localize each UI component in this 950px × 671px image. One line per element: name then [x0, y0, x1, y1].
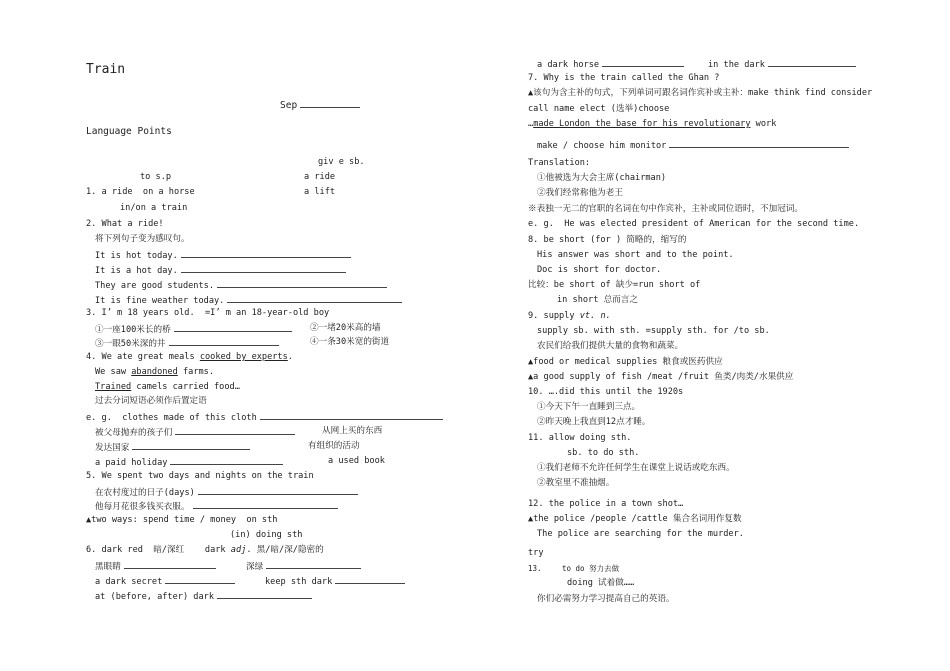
- answer-blank[interactable]: [181, 264, 346, 273]
- text-line: sb. to do sth.: [567, 448, 640, 458]
- text-line: to s.p: [140, 172, 172, 182]
- text-line: 7. Why is the train called the Ghan ?: [528, 73, 720, 83]
- text-line: 有组织的活动: [308, 441, 360, 451]
- text-line: ※表独一无二的官职的名词在句中作宾补，主补或同位语时，不加冠词。: [528, 204, 804, 214]
- text-line: 你们必需努力学习提高自己的英语。: [537, 594, 675, 604]
- text-line: ②我们经常称他为老王: [537, 188, 623, 198]
- exercise-line: make / choose him monitor: [537, 139, 849, 152]
- text-line: 5. We spent two days and nights on the train: [86, 471, 314, 481]
- exercise-line: e. g. clothes made of this cloth: [86, 411, 443, 424]
- text-line: We saw abandoned farms.: [95, 367, 215, 377]
- text-line: a used book: [328, 456, 385, 466]
- exercise-line: 黑眼睛: [95, 560, 216, 573]
- text-line: 1. a ride on a horse: [86, 187, 195, 197]
- answer-blank[interactable]: [193, 500, 338, 509]
- exercise-line: 发达国家: [95, 441, 250, 454]
- text-line: ①我们老师不允许任何学生在课堂上说话或吃东西。: [537, 463, 735, 473]
- answer-blank[interactable]: [217, 279, 387, 288]
- date-label: Sep: [280, 99, 360, 111]
- exercise-line: keep sth dark: [265, 575, 405, 588]
- text-line: 3. I’ m 18 years old. =I’ m an 18-year-old boy: [86, 308, 330, 318]
- answer-blank[interactable]: [266, 560, 361, 569]
- answer-blank[interactable]: [124, 560, 216, 569]
- exercise-line: It is a hot day.: [95, 264, 346, 277]
- answer-blank[interactable]: [217, 590, 312, 599]
- text-line: giv e sb.: [318, 157, 365, 167]
- text-line: ②教室里不准抽烟。: [537, 478, 615, 488]
- text-line: 农民们给我们提供大量的食物和蔬菜。: [537, 341, 684, 351]
- text-line: in/on a train: [120, 203, 188, 213]
- answer-blank[interactable]: [181, 249, 351, 258]
- answer-blank[interactable]: [170, 456, 283, 465]
- text-line: 2. What a ride!: [86, 219, 164, 229]
- text-line: Translation:: [528, 158, 591, 168]
- text-line: …made London the base for his revolutionary work: [528, 119, 777, 129]
- answer-blank[interactable]: [260, 411, 443, 420]
- exercise-line: It is hot today.: [95, 249, 351, 262]
- text-line: ④一条30米宽的街道: [310, 337, 390, 347]
- text-line: doing 试着做……: [567, 578, 635, 588]
- text-line: a lift: [304, 187, 336, 197]
- text-line: 11. allow doing sth.: [528, 433, 632, 443]
- exercise-line: 在农村度过的日子(days): [95, 486, 358, 499]
- text-line: 13.: [528, 564, 542, 573]
- text-line: e. g. He was elected president of American for the second time.: [528, 219, 860, 229]
- text-line: try: [528, 548, 544, 558]
- text-line: 过去分词短语必须作后置定语: [95, 396, 207, 406]
- text-line: His answer was short and to the point.: [537, 250, 734, 260]
- exercise-line: 被父母抛弃的孩子们: [95, 426, 295, 439]
- text-line: supply sb. with sth. =supply sth. for /to sb.: [537, 326, 770, 336]
- text-line: ▲a good supply of fish /meat /fruit 鱼类/肉类/水果供应: [528, 372, 794, 382]
- text-line: a ride: [304, 172, 336, 182]
- answer-blank[interactable]: [175, 426, 295, 435]
- exercise-line: ①一座100米长的桥: [95, 323, 292, 336]
- text-line: (in) doing sth: [230, 530, 303, 540]
- answer-blank[interactable]: [165, 575, 235, 584]
- text-line: ①今天下午一直睡到三点。: [537, 402, 641, 412]
- answer-blank[interactable]: [335, 575, 405, 584]
- exercise-line: a dark horse: [537, 58, 684, 71]
- answer-blank[interactable]: [227, 294, 402, 303]
- text-line: ▲该句为含主补的句式，下列单词可跟名词作宾补或主补：make think find consider: [528, 88, 873, 98]
- text-line: call name elect (选举)choose: [528, 104, 670, 114]
- exercise-line: a dark secret: [95, 575, 235, 588]
- text-line: ②一堵20米高的墙: [310, 323, 381, 333]
- text-line: ▲two ways: spend time / money on sth: [86, 515, 278, 525]
- answer-blank[interactable]: [768, 58, 856, 67]
- text-line: 6. dark red 暗/深红 dark adj. 黑/暗/深/隐密的: [86, 545, 324, 555]
- text-line: ②昨天晚上我直到12点才睡。: [537, 417, 651, 427]
- text-line: 比较：be short of 缺少=run short of: [528, 280, 701, 290]
- text-line: 4. We ate great meals cooked by experts.: [86, 352, 293, 362]
- text-line: 10. ….did this until the 1920s: [528, 387, 684, 397]
- exercise-line: ③一眼50米深的井: [95, 337, 279, 350]
- text-line: 9. supply vt. n.: [528, 311, 611, 321]
- document-title: Train: [86, 62, 126, 77]
- answer-blank[interactable]: [602, 58, 684, 67]
- answer-blank[interactable]: [132, 441, 250, 450]
- exercise-line: at (before, after) dark: [95, 590, 312, 603]
- exercise-line: It is fine weather today.: [95, 294, 402, 307]
- text-line: The police are searching for the murder.: [537, 529, 744, 539]
- text-line: 将下列句子变为感叹句。: [95, 234, 190, 244]
- text-line: to do 努力去做: [562, 564, 620, 573]
- date-blank[interactable]: [300, 99, 360, 108]
- exercise-line: They are good students.: [95, 279, 387, 292]
- text-line: 8. be short (for ) 简略的，缩写的: [528, 235, 687, 245]
- text-line: 12. the police in a town shot…: [528, 499, 684, 509]
- answer-blank[interactable]: [669, 139, 849, 148]
- text-line: Trained camels carried food…: [95, 382, 240, 392]
- exercise-line: 深绿: [246, 560, 361, 573]
- text-line: ①他被选为大会主席(chairman): [537, 173, 667, 183]
- section-heading: Language Points: [86, 126, 172, 137]
- answer-blank[interactable]: [198, 486, 358, 495]
- exercise-line: 他每月花很多钱买衣服。: [95, 500, 338, 513]
- exercise-line: in the dark: [708, 58, 856, 71]
- text-line: ▲the police /people /cattle 集合名词用作复数: [528, 514, 742, 524]
- answer-blank[interactable]: [174, 323, 292, 332]
- text-line: in short 总而言之: [557, 295, 638, 305]
- answer-blank[interactable]: [169, 337, 279, 346]
- text-line: 从网上买的东西: [322, 426, 383, 436]
- text-line: Doc is short for doctor.: [537, 265, 662, 275]
- text-line: ▲food or medical supplies 粮食或医药供应: [528, 357, 723, 367]
- exercise-line: a paid holiday: [95, 456, 283, 469]
